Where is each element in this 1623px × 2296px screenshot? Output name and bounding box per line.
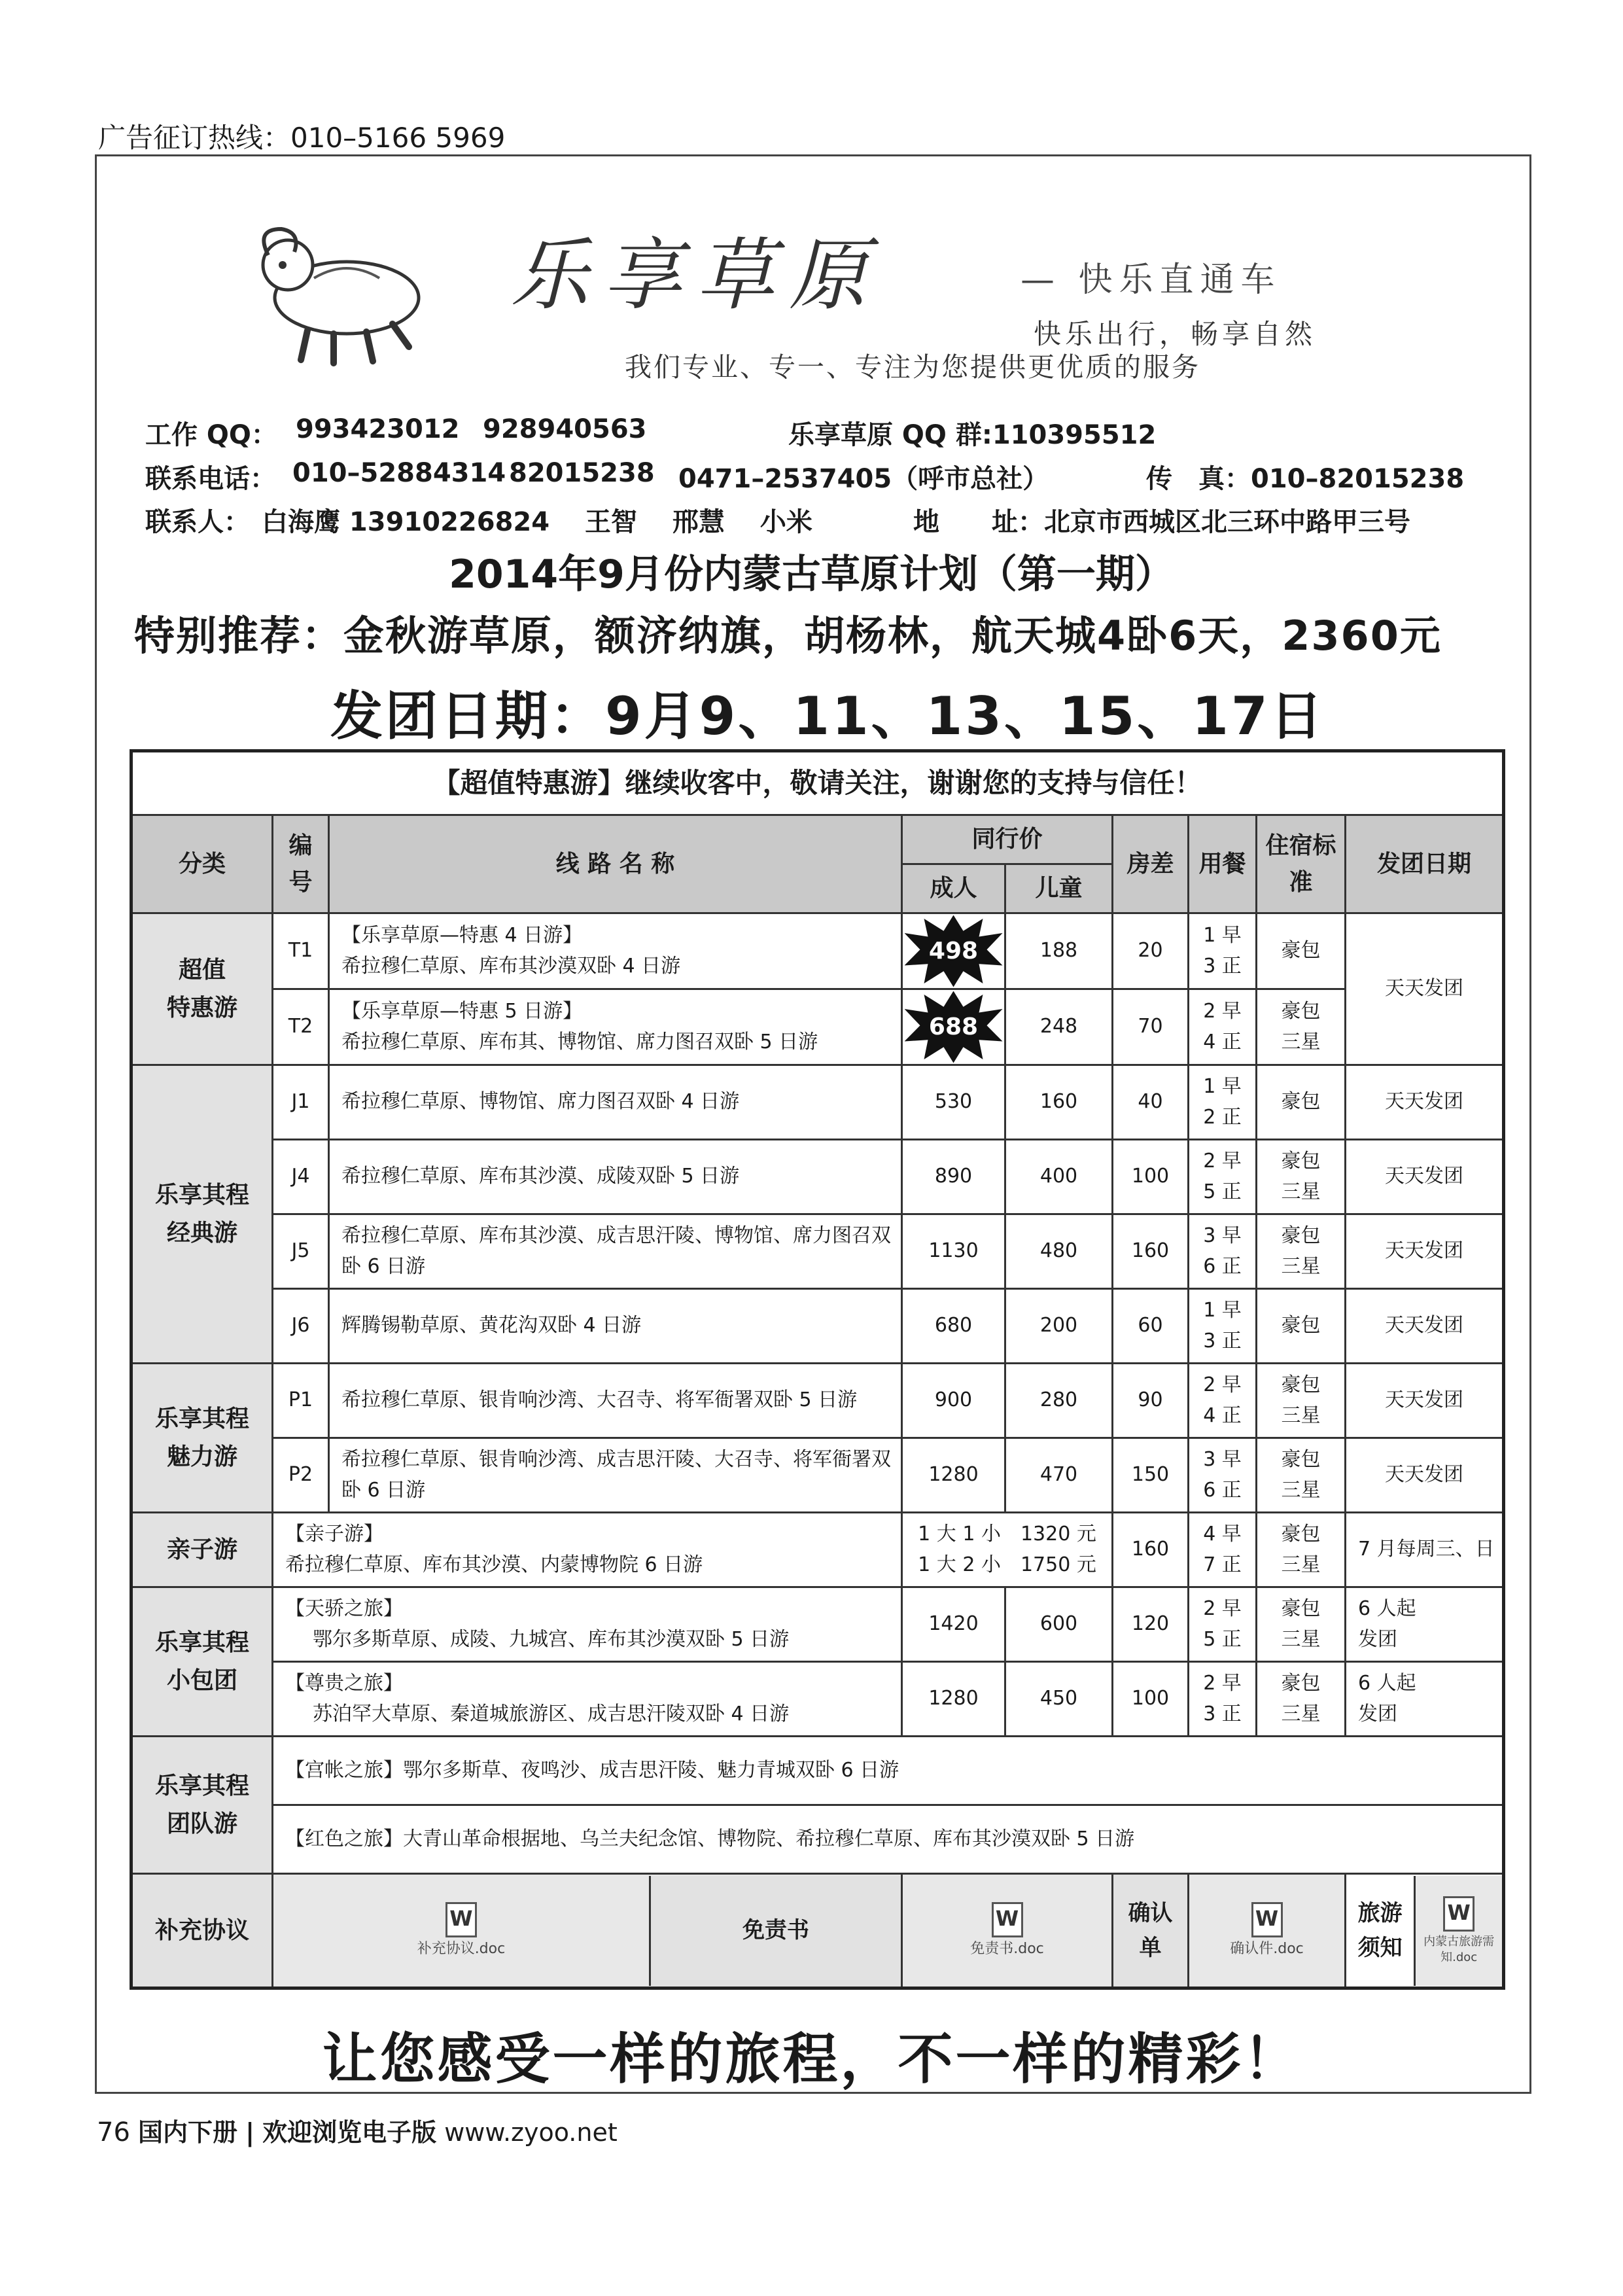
category-value: 超值 特惠游 bbox=[131, 913, 273, 1065]
adult-price: 530 bbox=[902, 1065, 1005, 1140]
header-category: 分类 bbox=[131, 815, 273, 913]
tour-table bbox=[130, 749, 1505, 1990]
doc-file[interactable] bbox=[1189, 1874, 1346, 1988]
room-diff: 20 bbox=[1113, 913, 1189, 989]
hotel: 豪包 bbox=[1257, 913, 1346, 989]
meal: 3 早 6 正 bbox=[1189, 1438, 1257, 1513]
contact-persons: 白海鹰 13910226824 王智 邢慧 小米 bbox=[262, 507, 812, 537]
room-diff: 70 bbox=[1113, 989, 1189, 1065]
category-small-group: 乐享其程 小包团 bbox=[131, 1587, 273, 1737]
header-adult: 成人 bbox=[902, 864, 1005, 913]
meal: 2 早 4 正 bbox=[1189, 989, 1257, 1065]
route-detail: 辉腾锡勒草原、黄花沟双卧 4 日游 bbox=[329, 1289, 902, 1364]
meal: 4 早 7 正 bbox=[1189, 1513, 1257, 1587]
departure-dates: 发团日期：9月9、11、13、15、17日 bbox=[330, 686, 1325, 747]
adult-price: 680 bbox=[902, 1289, 1005, 1364]
route-code: J4 bbox=[273, 1140, 329, 1214]
header-hotel: 住宿标准 bbox=[1257, 815, 1346, 913]
adult-price: 1130 bbox=[902, 1214, 1005, 1289]
route-code: J6 bbox=[273, 1289, 329, 1364]
table-row bbox=[131, 1662, 1504, 1737]
ad-hotline: 广告征订热线：010–5166 5969 bbox=[98, 122, 506, 154]
depart-date: 天天发团 bbox=[1346, 1364, 1504, 1438]
qq-number-2: 928940563 bbox=[483, 414, 647, 444]
phone-3: 0471–2537405（呼市总社） bbox=[678, 464, 1049, 494]
child-price: 280 bbox=[1005, 1364, 1113, 1438]
route-title: 【天骄之旅】 bbox=[285, 1597, 403, 1620]
table-row bbox=[131, 1438, 1504, 1513]
header-room: 房差 bbox=[1113, 815, 1189, 913]
room-diff: 150 bbox=[1113, 1438, 1189, 1513]
route-detail: 鄂尔多斯草、夜鸣沙、成吉思汗陵、魅力青城双卧 6 日游 bbox=[403, 1758, 899, 1782]
documents-row bbox=[131, 1874, 1504, 1988]
room-diff: 120 bbox=[1113, 1587, 1189, 1662]
route-detail: 希拉穆仁草原、库布其沙漠、成吉思汗陵、博物馆、席力图召双卧 6 日游 bbox=[329, 1214, 902, 1289]
word-doc-icon: W bbox=[445, 1902, 477, 1937]
child-price: 200 bbox=[1005, 1289, 1113, 1364]
adult-price: 1420 bbox=[902, 1587, 1005, 1662]
route-title: 【尊贵之旅】 bbox=[285, 1672, 403, 1695]
header-meal: 用餐 bbox=[1189, 815, 1257, 913]
header-child: 儿童 bbox=[1005, 864, 1113, 913]
category-classic: 乐享其程 经典游 bbox=[131, 1065, 273, 1364]
child-price: 470 bbox=[1005, 1438, 1113, 1513]
adult-price: 890 bbox=[902, 1140, 1005, 1214]
contact-person-label: 联系人： bbox=[145, 507, 250, 537]
hotel: 豪包 三星 bbox=[1257, 1214, 1346, 1289]
child-price: 400 bbox=[1005, 1140, 1113, 1214]
doc-file[interactable] bbox=[902, 1874, 1113, 1988]
depart-date: 天天发团 bbox=[1346, 1214, 1504, 1289]
room-diff: 100 bbox=[1113, 1140, 1189, 1214]
word-doc-icon: W bbox=[1251, 1902, 1283, 1937]
route-detail: 希拉穆仁草原、库布其沙漠双卧 4 日游 bbox=[341, 954, 681, 978]
depart-date: 6 人起 发团 bbox=[1346, 1662, 1504, 1737]
route-title: 【乐享草原—特惠 4 日游】 bbox=[341, 924, 583, 947]
slogan-secondary: 我们专业、专一、专注为您提供更优质的服务 bbox=[625, 351, 1200, 383]
route-name bbox=[329, 989, 902, 1065]
header-code: 编号 bbox=[273, 815, 329, 913]
depart-date: 天天发团 bbox=[1346, 1140, 1504, 1214]
child-price: 160 bbox=[1005, 1065, 1113, 1140]
table-row bbox=[131, 1289, 1504, 1364]
adult-price bbox=[902, 989, 1005, 1065]
table-notice: 【超值特惠游】继续收客中，敬请关注，谢谢您的支持与信任！ bbox=[131, 751, 1504, 815]
logo-subtitle: — 快乐直通车 bbox=[1021, 260, 1282, 300]
hotel: 豪包 三星 bbox=[1257, 1140, 1346, 1214]
footer-section: 国内下册 bbox=[138, 2118, 238, 2147]
doc-subtable bbox=[273, 1876, 901, 1986]
route-code: P2 bbox=[273, 1438, 329, 1513]
doc-filename: 内蒙古旅游需知.doc bbox=[1423, 1935, 1495, 1964]
route-code: J1 bbox=[273, 1065, 329, 1140]
plan-title: 2014年9月份内蒙古草原计划（第一期） bbox=[449, 552, 1174, 597]
word-doc-icon: W bbox=[992, 1902, 1023, 1937]
route-name bbox=[273, 1587, 902, 1662]
route-code: T1 bbox=[273, 913, 329, 989]
category-team: 乐享其程 团队游 bbox=[131, 1737, 273, 1874]
route-code: T2 bbox=[273, 989, 329, 1065]
route-name bbox=[273, 1737, 1504, 1805]
depart-date: 天天发团 bbox=[1346, 1289, 1504, 1364]
header-depart: 发团日期 bbox=[1346, 815, 1504, 913]
page-number: 76 bbox=[97, 2117, 130, 2147]
supplement-label: 补充协议 bbox=[131, 1874, 273, 1988]
depart-date: 天天发团 bbox=[1346, 1065, 1504, 1140]
table-row bbox=[131, 1513, 1504, 1587]
table-row bbox=[131, 1214, 1504, 1289]
meal: 3 早 6 正 bbox=[1189, 1214, 1257, 1289]
meal: 2 早 4 正 bbox=[1189, 1364, 1257, 1438]
header-price: 同行价 bbox=[902, 815, 1113, 864]
child-price: 600 bbox=[1005, 1587, 1113, 1662]
route-name bbox=[273, 1662, 902, 1737]
route-title: 【宫帐之旅】 bbox=[285, 1758, 403, 1782]
route-detail: 希拉穆仁草原、银肯响沙湾、成吉思汗陵、大召寺、将军衙署双卧 6 日游 bbox=[329, 1438, 902, 1513]
route-title: 【乐享草原—特惠 5 日游】 bbox=[341, 1000, 583, 1023]
doc-file[interactable] bbox=[1415, 1876, 1502, 1986]
route-detail: 希拉穆仁草原、银肯响沙湾、大召寺、将军衙署双卧 5 日游 bbox=[329, 1364, 902, 1438]
hotel: 豪包 三星 bbox=[1257, 1364, 1346, 1438]
hotel: 豪包 三星 bbox=[1257, 1438, 1346, 1513]
header-route: 线 路 名 称 bbox=[329, 815, 902, 913]
room-diff: 160 bbox=[1113, 1214, 1189, 1289]
adult-price: 900 bbox=[902, 1364, 1005, 1438]
table-row bbox=[131, 1737, 1504, 1805]
adult-price: 1280 bbox=[902, 1662, 1005, 1737]
route-detail: 大青山革命根据地、乌兰夫纪念馆、博物院、希拉穆仁草原、库布其沙漠双卧 5 日游 bbox=[403, 1827, 1135, 1850]
route-detail: 鄂尔多斯草原、成陵、九城宫、库布其沙漠双卧 5 日游 bbox=[313, 1627, 790, 1651]
child-price: 188 bbox=[1005, 913, 1113, 989]
disclaimer-label: 免责书 bbox=[650, 1876, 901, 1986]
footer-promo: 欢迎浏览电子版 bbox=[262, 2118, 437, 2147]
adult-price bbox=[902, 913, 1005, 989]
qq-number-1: 993423012 bbox=[296, 414, 460, 444]
footer-separator: | bbox=[245, 2118, 254, 2147]
room-diff: 40 bbox=[1113, 1065, 1189, 1140]
fax: 传 真：010–82015238 bbox=[1146, 464, 1465, 494]
depart-date: 6 人起 发团 bbox=[1346, 1587, 1504, 1662]
route-name bbox=[273, 1805, 1504, 1874]
route-code: P1 bbox=[273, 1364, 329, 1438]
phone-1: 010–52884314 bbox=[292, 458, 506, 488]
route-code: J5 bbox=[273, 1214, 329, 1289]
hotel: 豪包 bbox=[1257, 1065, 1346, 1140]
meal: 2 早 3 正 bbox=[1189, 1662, 1257, 1737]
doc-filename: 免责书.doc bbox=[970, 1941, 1044, 1958]
address: 地 址：北京市西城区北三环中路甲三号 bbox=[913, 507, 1410, 537]
qq-group: 乐享草原 QQ 群:110395512 bbox=[788, 420, 1157, 450]
meal: 1 早 3 正 bbox=[1189, 1289, 1257, 1364]
family-price: 1 大 1 小 1320 元 1 大 2 小 1750 元 bbox=[902, 1513, 1113, 1587]
meal: 2 早 5 正 bbox=[1189, 1140, 1257, 1214]
meal: 2 早 5 正 bbox=[1189, 1587, 1257, 1662]
route-title: 【红色之旅】 bbox=[285, 1827, 403, 1850]
notice-subtable bbox=[1346, 1876, 1502, 1986]
doc-attachment bbox=[273, 1874, 902, 1988]
notice-doc-cell bbox=[1346, 1874, 1504, 1988]
table-row bbox=[131, 913, 1504, 989]
room-diff: 90 bbox=[1113, 1364, 1189, 1438]
depart-date: 7 月每周三、日 bbox=[1346, 1513, 1504, 1587]
route-detail: 希拉穆仁草原、博物馆、席力图召双卧 4 日游 bbox=[329, 1065, 902, 1140]
room-diff: 160 bbox=[1113, 1513, 1189, 1587]
route-title: 【亲子游】 bbox=[285, 1523, 383, 1545]
room-diff: 60 bbox=[1113, 1289, 1189, 1364]
depart-date: 天天发团 bbox=[1346, 1438, 1504, 1513]
word-doc-icon: W bbox=[1443, 1896, 1475, 1932]
sheep-mascot-icon bbox=[249, 219, 445, 373]
route-name bbox=[329, 913, 902, 989]
table-row bbox=[131, 1140, 1504, 1214]
slogan-primary: 快乐出行，畅享自然 bbox=[1034, 318, 1317, 350]
doc-filename: 补充协议.doc bbox=[417, 1941, 506, 1958]
route-name bbox=[273, 1513, 902, 1587]
qq-label: 工作 QQ： bbox=[145, 420, 277, 450]
table-row bbox=[131, 1065, 1504, 1140]
adult-price-value: 688 bbox=[928, 1013, 979, 1040]
table-row bbox=[131, 1587, 1504, 1662]
hotel: 豪包 三星 bbox=[1257, 1662, 1346, 1737]
phone-2: 82015238 bbox=[509, 458, 655, 488]
category-charm: 乐享其程 魅力游 bbox=[131, 1364, 273, 1513]
adult-price-value: 498 bbox=[928, 937, 979, 964]
special-recommend: 特别推荐：金秋游草原，额济纳旗，胡杨林，航天城4卧6天，2360元 bbox=[134, 612, 1442, 660]
confirm-label: 确认单 bbox=[1113, 1874, 1189, 1988]
route-detail: 苏泊罕大草原、秦道城旅游区、成吉思汗陵双卧 4 日游 bbox=[313, 1702, 790, 1725]
travel-notice-label: 旅游须知 bbox=[1346, 1876, 1415, 1986]
child-price: 248 bbox=[1005, 989, 1113, 1065]
logo-title: 乐享草原 bbox=[510, 230, 882, 321]
hotel: 豪包 bbox=[1257, 1289, 1346, 1364]
table-row bbox=[131, 989, 1504, 1065]
meal: 1 早 3 正 bbox=[1189, 913, 1257, 989]
room-diff: 100 bbox=[1113, 1662, 1189, 1737]
hotel: 豪包 三星 bbox=[1257, 989, 1346, 1065]
child-price: 450 bbox=[1005, 1662, 1113, 1737]
route-detail: 希拉穆仁草原、库布其沙漠、成陵双卧 5 日游 bbox=[329, 1140, 902, 1214]
doc-filename: 确认件.doc bbox=[1230, 1941, 1304, 1958]
phone-label: 联系电话： bbox=[145, 464, 276, 494]
route-detail: 希拉穆仁草原、库布其沙漠、内蒙博物院 6 日游 bbox=[285, 1553, 703, 1576]
depart-date: 天天发团 bbox=[1346, 913, 1504, 1065]
hotel: 豪包 三星 bbox=[1257, 1587, 1346, 1662]
table-row bbox=[131, 1805, 1504, 1874]
closing-slogan: 让您感受一样的旅程，不一样的精彩！ bbox=[322, 2027, 1301, 2091]
child-price: 480 bbox=[1005, 1214, 1113, 1289]
doc-file[interactable] bbox=[273, 1876, 650, 1986]
adult-price: 1280 bbox=[902, 1438, 1005, 1513]
category-family: 亲子游 bbox=[131, 1513, 273, 1587]
table-row bbox=[131, 1364, 1504, 1438]
page-footer bbox=[97, 2112, 618, 2148]
hotel: 豪包 三星 bbox=[1257, 1513, 1346, 1587]
meal: 1 早 2 正 bbox=[1189, 1065, 1257, 1140]
footer-url[interactable]: www.zyoo.net bbox=[444, 2118, 618, 2147]
route-detail: 希拉穆仁草原、库布其、博物馆、席力图召双卧 5 日游 bbox=[341, 1030, 818, 1053]
